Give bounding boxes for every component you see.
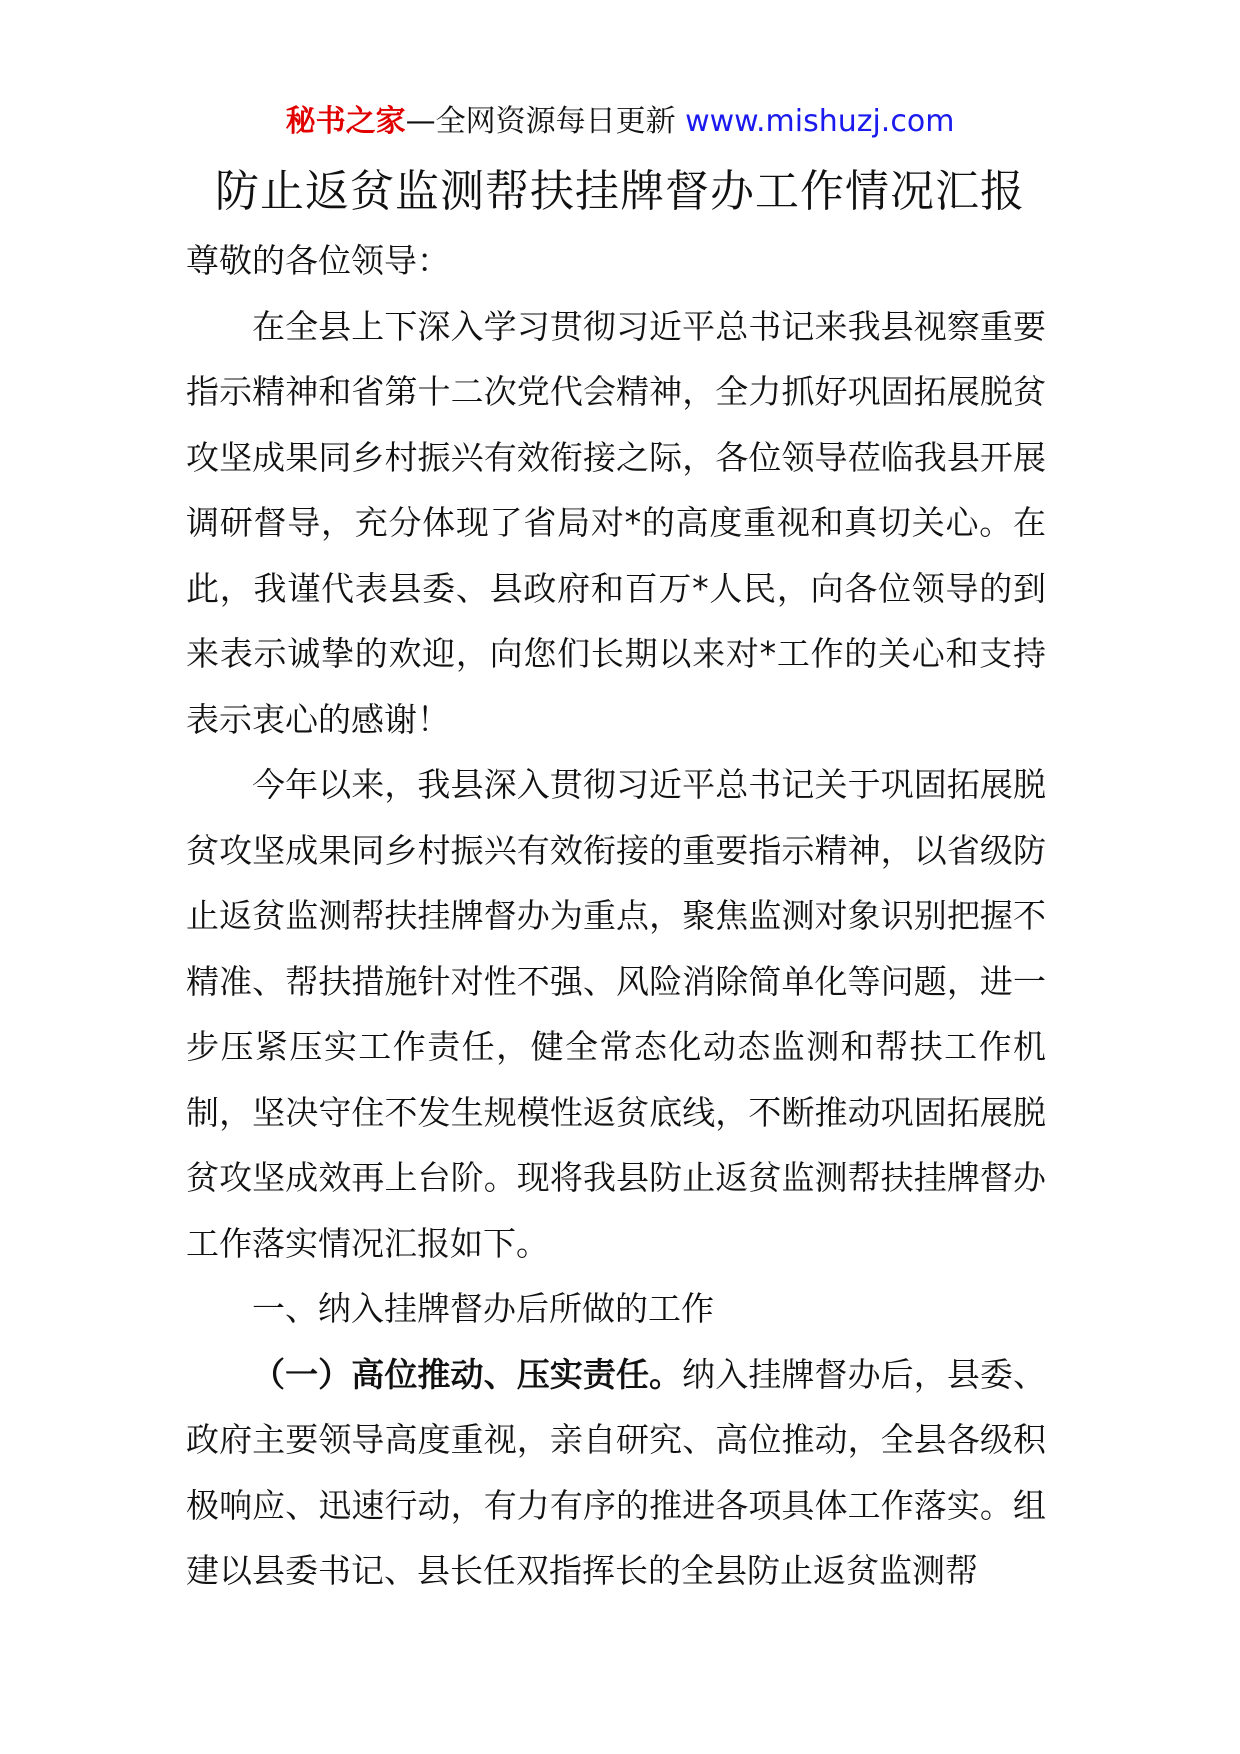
document-body [186, 228, 1046, 1604]
paragraph-overview: 今年以来，我县深入贯彻习近平总书记关于巩固拓展脱贫攻坚成果同乡村振兴有效衔接的重要指示精神，以省级防止返贫监测帮扶挂牌督办为重点，聚焦监测对象识别把握不精准、帮扶措施针对性不强、风险消除简单化等问题，进一步压紧压实工作责任，健全常态化动态监测和帮扶工作机制，坚决守住不发生规模性返贫底线，不断推动巩固拓展脱贫攻坚成效再上台阶。现将我县防止返贫监测帮扶挂牌督办工作落实情况汇报如下。 [186, 765, 1046, 1263]
paragraph-intro: 在全县上下深入学习贯彻习近平总书记来我县视察重要指示精神和省第十二次党代会精神，全力抓好巩固拓展脱贫攻坚成果同乡村振兴有效衔接之际，各位领导莅临我县开展调研督导，充分体现了省局对*的高度重视和真切关心。在此，我谨代表县委、县政府和百万*人民，向各位领导的到来表示诚挚的欢迎，向您们长期以来对*工作的关心和支持表示衷心的感谢！ [186, 306, 1046, 739]
brand-name: 秘书之家 [285, 104, 406, 139]
banner-tagline: —全网资源每日更新 [405, 104, 676, 139]
section-heading: 一、纳入挂牌督办后所做的工作 [252, 1289, 714, 1328]
site-url[interactable]: www.mishuzj.com [675, 104, 955, 139]
subsection-paragraph [186, 1342, 1046, 1604]
subsection-text: 纳入挂牌督办后，县委、政府主要领导高度重视，亲自研究、高位推动，全县各级积极响应、迅速行动，有力有序的推进各项具体工作落实。组建以县委书记、县长任双指挥长的全县防止返贫监测帮 [186, 1354, 1047, 1590]
site-banner [0, 102, 1240, 142]
salutation: 尊敬的各位领导： [186, 241, 450, 280]
document-title: 防止返贫监测帮扶挂牌督办工作情况汇报 [215, 166, 1025, 217]
subsection-heading: （一）高位推动、压实责任。 [252, 1354, 683, 1394]
